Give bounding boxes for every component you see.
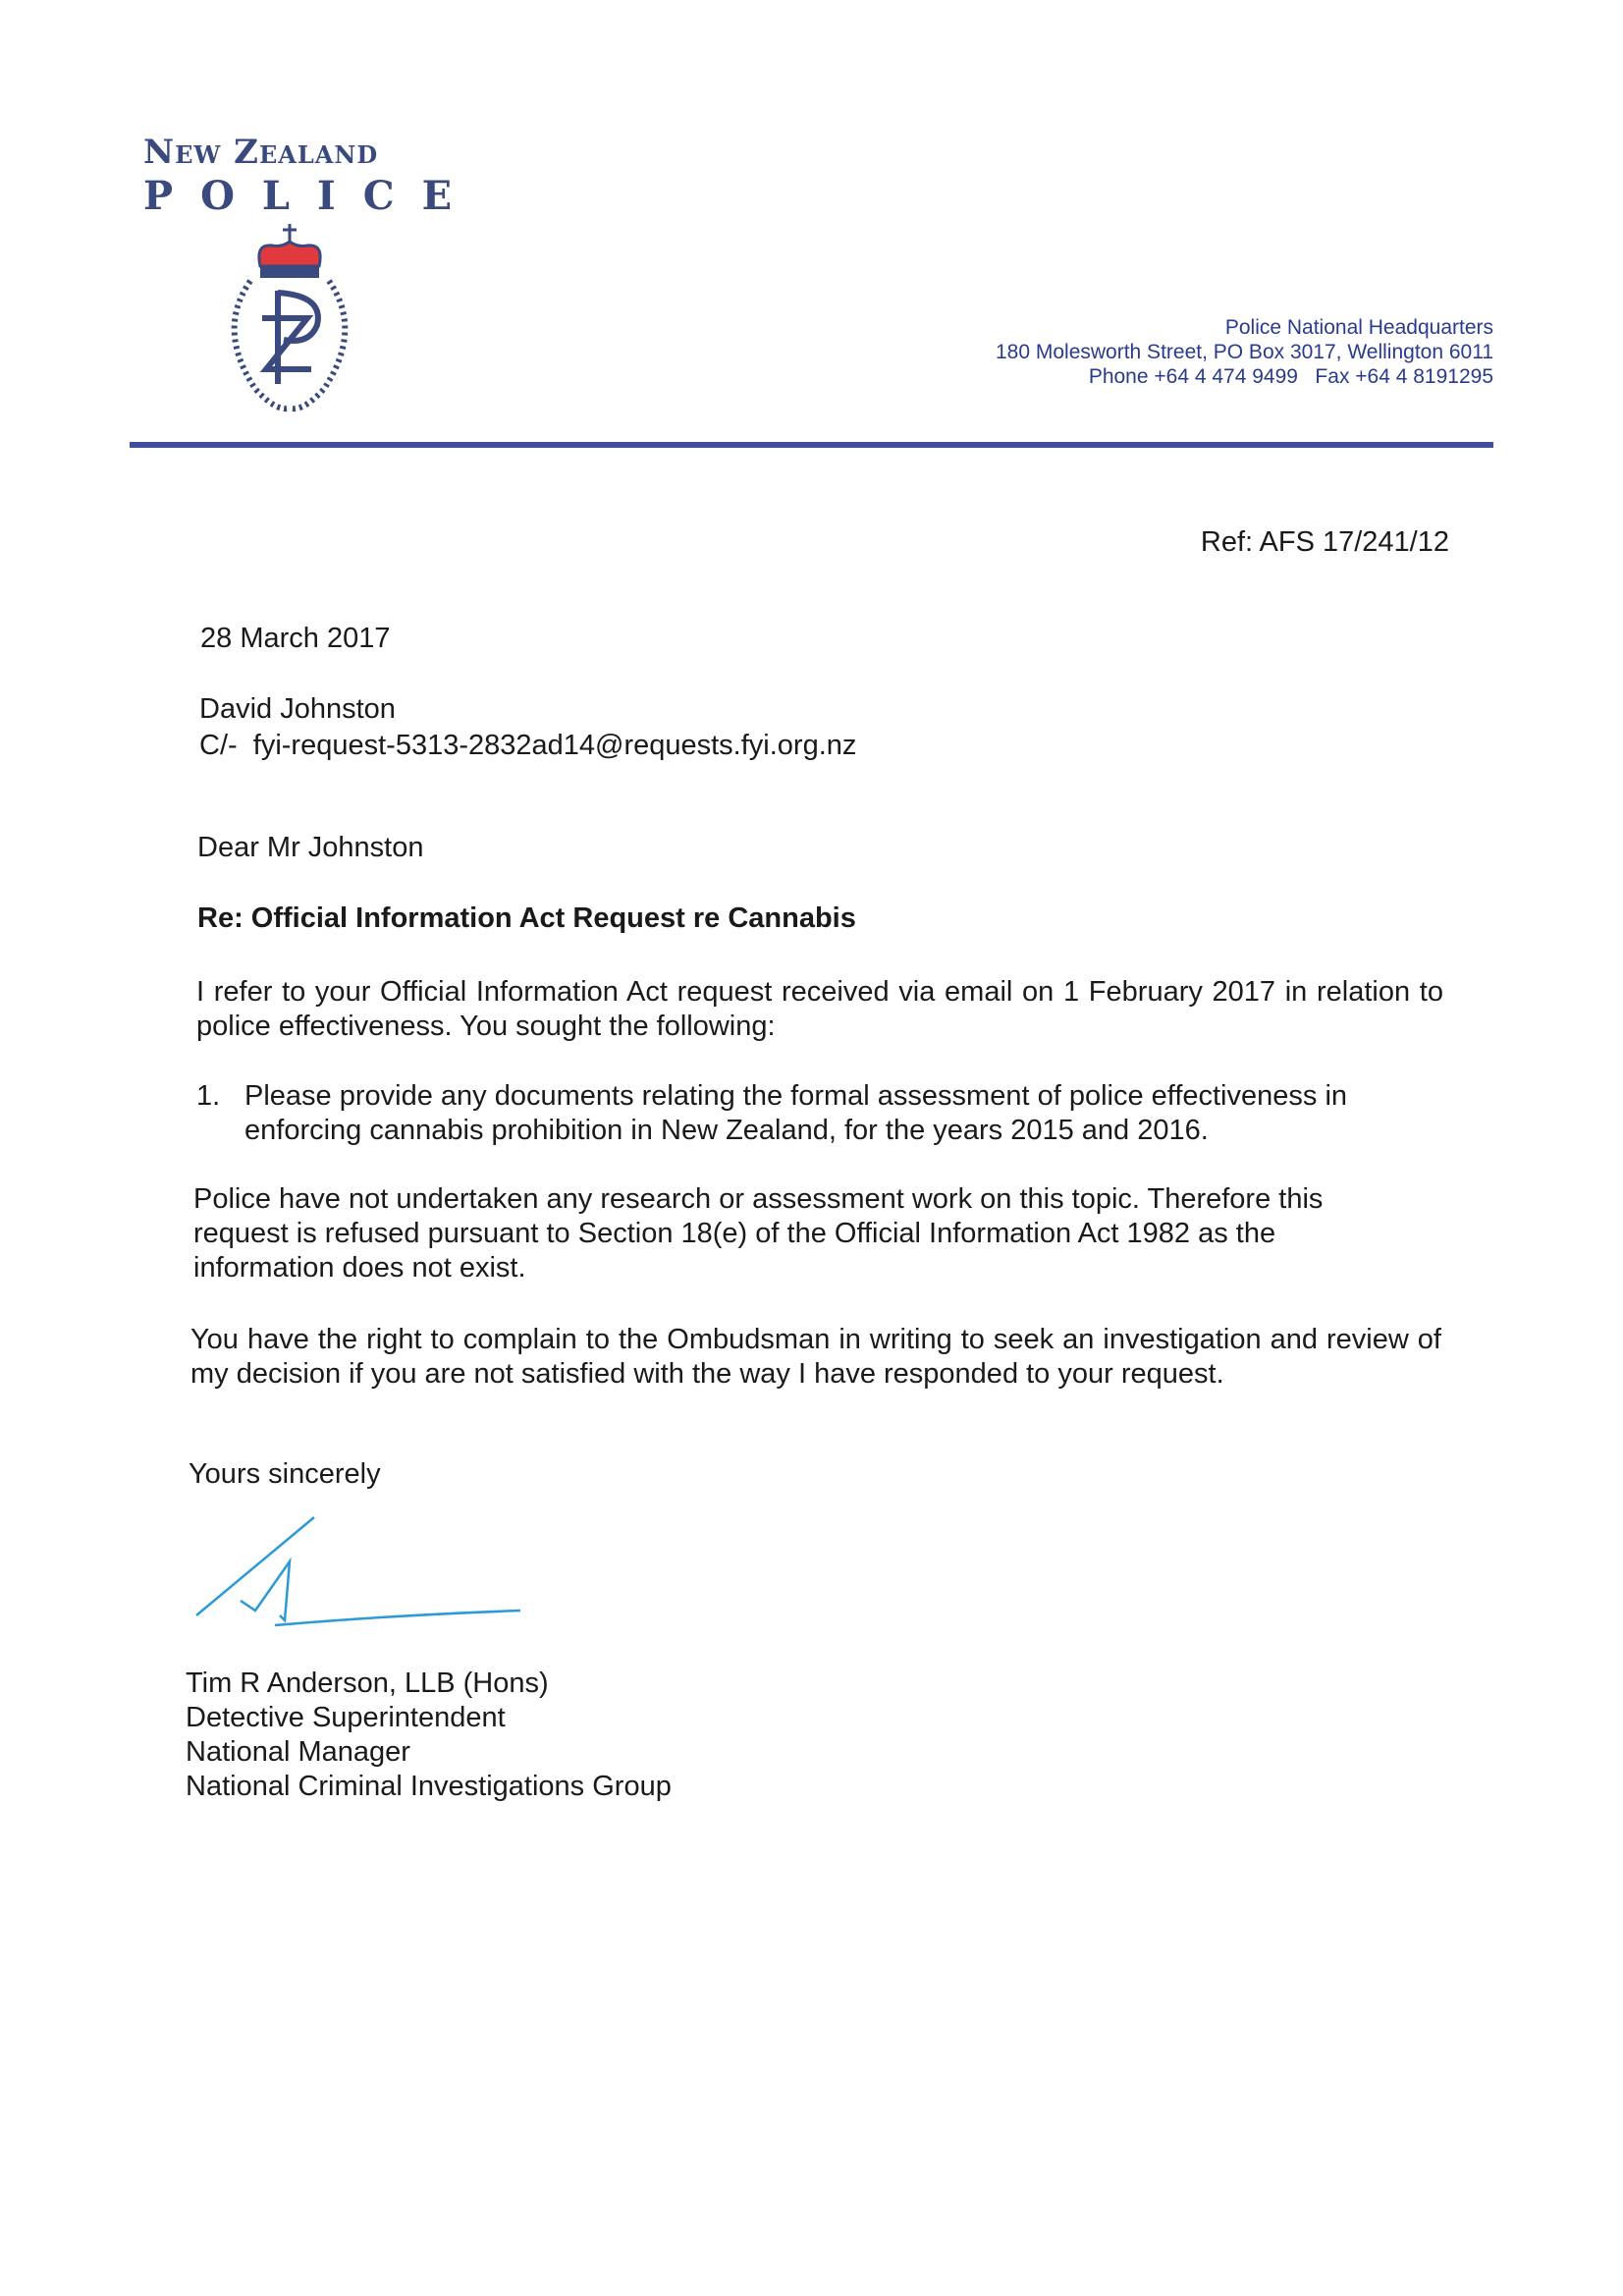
- signatory-block: [186, 1667, 672, 1804]
- recipient-name: David Johnston: [199, 693, 396, 725]
- subject-line: Re: Official Information Act Request re Cannabis: [197, 902, 856, 934]
- letter-date: 28 March 2017: [200, 623, 391, 654]
- reference-number: Ref: AFS 17/241/12: [1200, 526, 1449, 558]
- paragraph-request: I refer to your Official Information Act request received via email on 1 February 2017 in relation to police effectiveness. You sought the following:: [196, 976, 1443, 1042]
- address-line: 180 Molesworth Street, PO Box 3017, Wellington 6011: [995, 341, 1493, 363]
- police-crest-icon: [211, 222, 368, 418]
- recipient-email: C/- fyi-request-5313-2832ad14@requests.fyi.org.nz: [199, 730, 857, 761]
- address-line: Police National Headquarters: [1224, 316, 1493, 339]
- paragraph-ombudsman: You have the right to complain to the Ombudsman in writing to seek an investigation and review of my decision if you are not satisfied with the way I have responded to your request.: [190, 1324, 1441, 1390]
- signatory-group: National Criminal Investigations Group: [186, 1771, 672, 1802]
- signatory-name: Tim R Anderson, LLB (Hons): [186, 1667, 549, 1699]
- letterhead-divider: [130, 442, 1493, 448]
- signature-icon: [191, 1512, 530, 1635]
- logo-text-police: POLICE: [143, 173, 480, 219]
- signatory-role: National Manager: [186, 1736, 410, 1768]
- logo-text-new-zealand: New Zealand: [143, 133, 379, 172]
- address-line: Phone +64 4 474 9499 Fax +64 4 8191295: [1088, 365, 1493, 388]
- item-number: 1.: [196, 1080, 221, 1112]
- closing: Yours sincerely: [189, 1458, 381, 1490]
- signatory-title: Detective Superintendent: [186, 1702, 506, 1733]
- paragraph-refusal: Police have not undertaken any research or assessment work on this topic. Therefore this request is refused pursuant to Section 18(e) of the Official Information Act 1982 as the information does not exist.: [193, 1183, 1324, 1284]
- letterhead-address: [996, 315, 1493, 389]
- item-text: Please provide any documents relating the formal assessment of police effectiveness in enforcing cannabis prohibition in New Zealand, for the years 2015 and 2016.: [244, 1080, 1348, 1146]
- salutation: Dear Mr Johnston: [197, 832, 424, 863]
